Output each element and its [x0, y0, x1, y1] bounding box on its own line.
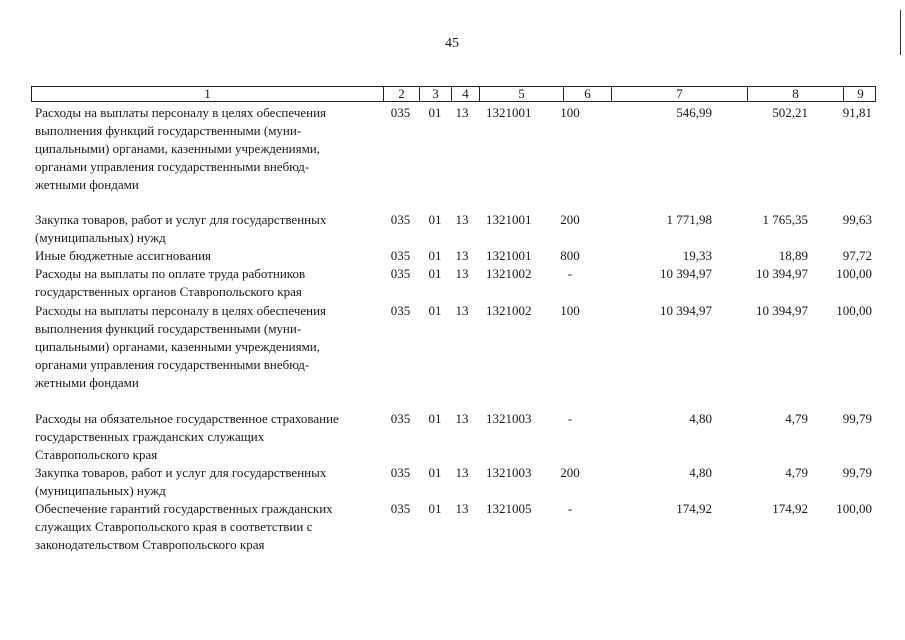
cell-c7: 4,80	[689, 465, 712, 480]
cell-c8: 10 394,97	[756, 303, 808, 318]
cell-c9: 99,63	[842, 212, 872, 227]
row-name	[35, 464, 385, 500]
cell-c3: 01	[428, 303, 442, 318]
row-name-line: (муниципальных) нужд	[35, 483, 166, 498]
row-name-line: законодательством Ставропольского края	[35, 537, 265, 552]
row-name	[35, 265, 385, 301]
row-name-line: государственных органов Ставропольского края	[35, 284, 302, 299]
cell-c4: 13	[455, 212, 469, 227]
cell-c9: 97,72	[842, 248, 872, 263]
cell-c9: 100,00	[836, 501, 872, 516]
row-name-line: Расходы на выплаты персоналу в целях обеспечения	[35, 105, 327, 120]
header-col-3: 3	[420, 87, 452, 101]
cell-c3: 01	[428, 266, 442, 281]
row-name-line: Расходы на обязательное государственное страхование	[35, 411, 339, 426]
cell-c3: 01	[428, 105, 442, 120]
cell-c4: 13	[455, 248, 469, 263]
row-name-line: Закупка товаров, работ и услуг для государственных	[35, 465, 327, 480]
cell-c2: 035	[390, 248, 411, 263]
cell-c4: 13	[455, 465, 469, 480]
cell-c6: 200	[560, 212, 580, 227]
cell-c4: 13	[455, 411, 469, 426]
page-edge-line	[900, 10, 901, 55]
cell-c2: 035	[390, 501, 411, 516]
cell-c5: 1321001	[486, 212, 532, 227]
row-name-line: органами управления государственными внебюд-	[35, 357, 310, 372]
cell-c7: 10 394,97	[660, 303, 712, 318]
row-name-line: выполнения функций государственными (муни-	[35, 123, 302, 138]
header-col-4: 4	[452, 87, 480, 101]
cell-c7: 174,92	[676, 501, 712, 516]
cell-c2: 035	[390, 105, 411, 120]
cell-c3: 01	[428, 465, 442, 480]
cell-c4: 13	[455, 105, 469, 120]
cell-c9: 100,00	[836, 266, 872, 281]
cell-c7: 4,80	[689, 411, 712, 426]
row-name-line: жетными фондами	[35, 375, 139, 390]
row-name-line: жетными фондами	[35, 177, 139, 192]
header-col-6: 6	[564, 87, 612, 101]
cell-c6: 800	[560, 248, 580, 263]
cell-c8: 10 394,97	[756, 266, 808, 281]
row-name-line: Обеспечение гарантий государственных гражданских	[35, 501, 333, 516]
row-name-line: служащих Ставропольского края в соответствии с	[35, 519, 313, 534]
cell-c3: 01	[428, 501, 442, 516]
cell-c2: 035	[390, 212, 411, 227]
cell-c5: 1321003	[486, 465, 532, 480]
cell-c6: -	[567, 266, 573, 281]
row-name-line: Иные бюджетные ассигнования	[35, 248, 212, 263]
cell-c5: 1321002	[486, 303, 532, 318]
cell-c7: 10 394,97	[660, 266, 712, 281]
row-name-line: Расходы на выплаты по оплате труда работников	[35, 266, 306, 281]
header-col-2: 2	[384, 87, 420, 101]
cell-c7: 19,33	[682, 248, 712, 263]
cell-c6: 100	[560, 105, 580, 120]
cell-c3: 01	[428, 248, 442, 263]
header-col-5: 5	[480, 87, 564, 101]
row-name-line: Ставропольского края	[35, 447, 158, 462]
row-name	[35, 500, 385, 554]
cell-c8: 4,79	[785, 411, 808, 426]
cell-c4: 13	[455, 303, 469, 318]
cell-c6: 200	[560, 465, 580, 480]
cell-c8: 502,21	[772, 105, 808, 120]
row-name	[35, 104, 385, 194]
row-name-line: ципальными) органами, казенными учреждениями,	[35, 339, 321, 354]
cell-c3: 01	[428, 212, 442, 227]
row-name	[35, 410, 385, 464]
cell-c2: 035	[390, 266, 411, 281]
header-col-7: 7	[612, 87, 748, 101]
row-name	[35, 247, 385, 265]
row-name	[35, 211, 385, 247]
cell-c8: 174,92	[772, 501, 808, 516]
row-name-line: Расходы на выплаты персоналу в целях обеспечения	[35, 303, 327, 318]
row-name-line: ципальными) органами, казенными учреждениями,	[35, 141, 321, 156]
cell-c9: 91,81	[842, 105, 872, 120]
cell-c7: 546,99	[676, 105, 712, 120]
cell-c6: -	[567, 411, 573, 426]
cell-c6: 100	[560, 303, 580, 318]
cell-c9: 99,79	[842, 465, 872, 480]
cell-c4: 13	[455, 266, 469, 281]
cell-c5: 1321002	[486, 266, 532, 281]
header-col-9: 9	[857, 86, 864, 101]
header-col-8: 8	[748, 87, 844, 101]
row-name-line: Закупка товаров, работ и услуг для государственных	[35, 212, 327, 227]
cell-c5: 1321001	[486, 105, 532, 120]
cell-c2: 035	[390, 465, 411, 480]
row-name-line: (муниципальных) нужд	[35, 230, 166, 245]
cell-c8: 1 765,35	[762, 212, 808, 227]
cell-c7: 1 771,98	[666, 212, 712, 227]
row-name-line: государственных гражданских служащих	[35, 429, 265, 444]
cell-c9: 99,79	[842, 411, 872, 426]
header-col-1: 1	[32, 87, 384, 101]
cell-c2: 035	[390, 411, 411, 426]
cell-c3: 01	[428, 411, 442, 426]
cell-c9: 100,00	[836, 303, 872, 318]
row-name-line: органами управления государственными внебюд-	[35, 159, 310, 174]
row-name	[35, 302, 385, 392]
page-number: 45	[445, 36, 459, 51]
cell-c5: 1321001	[486, 248, 532, 263]
cell-c5: 1321005	[486, 501, 532, 516]
table-header	[31, 86, 876, 102]
cell-c4: 13	[455, 501, 469, 516]
cell-c5: 1321003	[486, 411, 532, 426]
cell-c8: 18,89	[778, 248, 808, 263]
row-name-line: выполнения функций государственными (муни-	[35, 321, 302, 336]
cell-c8: 4,79	[785, 465, 808, 480]
cell-c2: 035	[390, 303, 411, 318]
cell-c6: -	[567, 501, 573, 516]
